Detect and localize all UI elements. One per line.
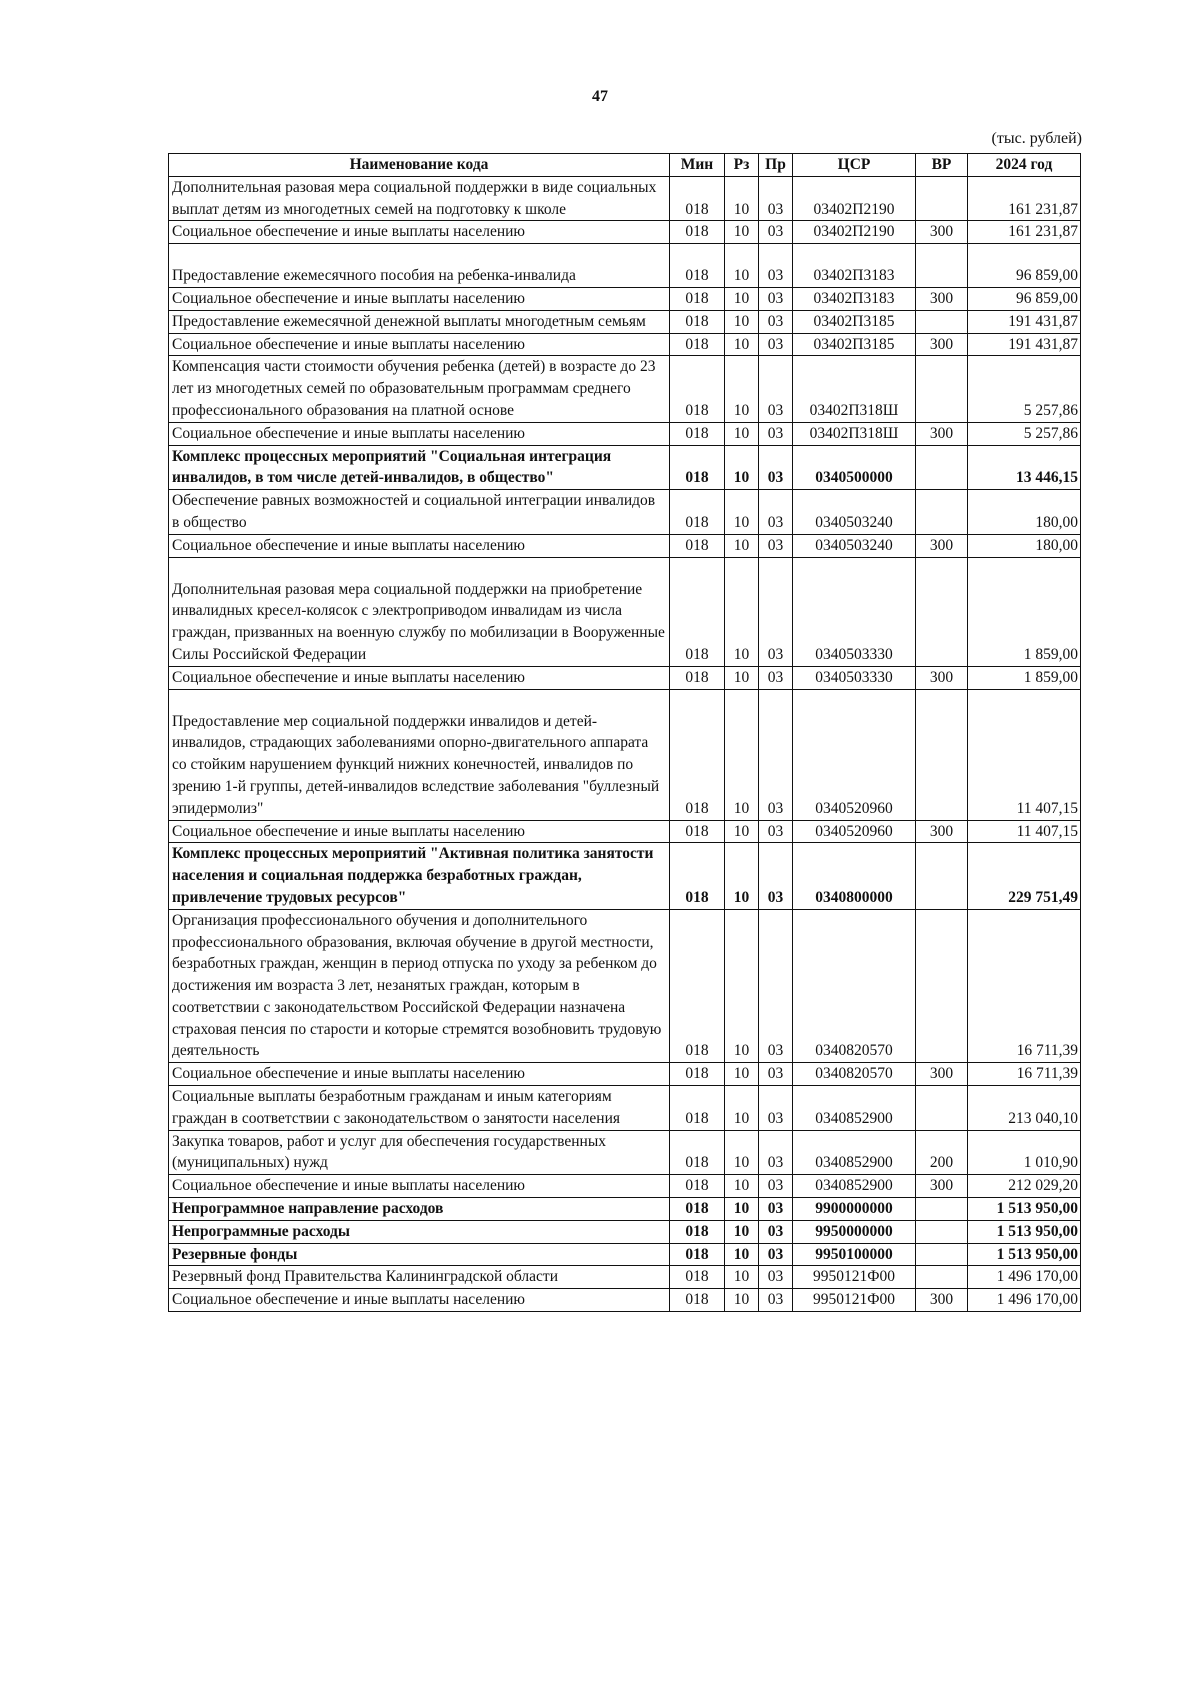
cell-csr: 03402П3183 [793,244,916,288]
table-row [169,287,1081,310]
cell-rz: 10 [725,689,759,820]
cell-pr: 03 [759,1130,793,1175]
cell-rz: 10 [725,244,759,288]
cell-min: 018 [670,1063,725,1086]
table-row [169,176,1081,221]
cell-name: Дополнительная разовая мера социальной поддержки в виде социальных выплат детям из многодетных семей на подготовку к школе [169,176,670,221]
cell-name: Социальное обеспечение и иные выплаты населению [169,422,670,445]
cell-amount: 5 257,86 [968,356,1081,422]
cell-pr: 03 [759,1086,793,1131]
cell-min: 018 [670,244,725,288]
cell-name: Социальное обеспечение и иные выплаты населению [169,1063,670,1086]
cell-min: 018 [670,534,725,557]
cell-pr: 03 [759,356,793,422]
table-row [169,356,1081,422]
cell-csr: 0340503330 [793,557,916,666]
cell-min: 018 [670,221,725,244]
cell-pr: 03 [759,422,793,445]
table-row [169,534,1081,557]
table-row [169,666,1081,689]
cell-pr: 03 [759,843,793,909]
cell-min: 018 [670,310,725,333]
cell-rz: 10 [725,445,759,490]
cell-pr: 03 [759,1198,793,1221]
cell-amount: 191 431,87 [968,333,1081,356]
cell-name: Компенсация части стоимости обучения ребенка (детей) в возрасте до 23 лет из многодетных семей по образовательным программам среднего профессионального образования на платной основе [169,356,670,422]
cell-name: Социальное обеспечение и иные выплаты населению [169,1289,670,1312]
cell-amount: 1 513 950,00 [968,1243,1081,1266]
cell-amount: 5 257,86 [968,422,1081,445]
cell-csr: 03402П2190 [793,221,916,244]
cell-csr: 0340852900 [793,1175,916,1198]
cell-name: Непрограммное направление расходов [169,1198,670,1221]
cell-vr: 300 [916,1063,968,1086]
cell-vr: 300 [916,1289,968,1312]
table-row [169,1086,1081,1131]
cell-name: Организация профессионального обучения и дополнительного профессионального образования, включая обучение в другой местности, безработных граждан, женщин в период отпуска по уходу за ребенком до достижения им возраста 3 лет, незанятых граждан, которым в соответствии с законодательством Российской Федерации назначена страховая пенсия по старости и которые стремятся возобновить трудовую деятельность [169,909,670,1063]
cell-rz: 10 [725,422,759,445]
cell-vr [916,557,968,666]
cell-pr: 03 [759,310,793,333]
cell-pr: 03 [759,1063,793,1086]
cell-min: 018 [670,1266,725,1289]
cell-vr: 300 [916,221,968,244]
table-row [169,1243,1081,1266]
cell-rz: 10 [725,1198,759,1221]
cell-rz: 10 [725,1086,759,1131]
cell-rz: 10 [725,1243,759,1266]
cell-amount: 1 513 950,00 [968,1220,1081,1243]
header-min: Мин [670,154,725,177]
table-row [169,1220,1081,1243]
cell-pr: 03 [759,820,793,843]
cell-name: Комплекс процессных мероприятий "Социальная интеграция инвалидов, в том числе детей-инвалидов, в общество" [169,445,670,490]
table-row [169,310,1081,333]
table-row [169,1289,1081,1312]
cell-min: 018 [670,557,725,666]
cell-csr: 03402П2190 [793,176,916,221]
table-row [169,1198,1081,1221]
cell-min: 018 [670,333,725,356]
cell-csr: 0340503240 [793,490,916,535]
cell-amount: 213 040,10 [968,1086,1081,1131]
header-pr: Пр [759,154,793,177]
table-header-row [169,154,1081,177]
cell-pr: 03 [759,1266,793,1289]
cell-vr [916,445,968,490]
cell-vr: 300 [916,1175,968,1198]
cell-pr: 03 [759,1243,793,1266]
table-row [169,1266,1081,1289]
cell-min: 018 [670,909,725,1063]
cell-min: 018 [670,843,725,909]
cell-min: 018 [670,422,725,445]
cell-pr: 03 [759,176,793,221]
cell-pr: 03 [759,689,793,820]
cell-csr: 9950121Ф00 [793,1266,916,1289]
cell-vr [916,176,968,221]
cell-csr: 03402П318Ш [793,356,916,422]
cell-csr: 0340852900 [793,1086,916,1131]
cell-name: Резервные фонды [169,1243,670,1266]
cell-pr: 03 [759,909,793,1063]
cell-csr: 0340503330 [793,666,916,689]
cell-rz: 10 [725,1130,759,1175]
cell-amount: 161 231,87 [968,221,1081,244]
table-row [169,445,1081,490]
cell-amount: 96 859,00 [968,287,1081,310]
cell-rz: 10 [725,356,759,422]
cell-amount: 229 751,49 [968,843,1081,909]
cell-pr: 03 [759,287,793,310]
table-row [169,689,1081,820]
header-amount: 2024 год [968,154,1081,177]
header-name: Наименование кода [169,154,670,177]
cell-amount: 1 496 170,00 [968,1266,1081,1289]
cell-vr: 300 [916,666,968,689]
cell-pr: 03 [759,1220,793,1243]
cell-rz: 10 [725,1175,759,1198]
cell-vr [916,1243,968,1266]
cell-name: Дополнительная разовая мера социальной поддержки на приобретение инвалидных кресел-колясок с электроприводом инвалидам из числа граждан, призванных на военную службу по мобилизации в Вооруженные Силы Российской Федерации [169,557,670,666]
table-row [169,221,1081,244]
table-row [169,422,1081,445]
cell-min: 018 [670,1289,725,1312]
cell-csr: 9950000000 [793,1220,916,1243]
cell-pr: 03 [759,244,793,288]
cell-amount: 180,00 [968,490,1081,535]
cell-rz: 10 [725,1266,759,1289]
table-row [169,490,1081,535]
cell-pr: 03 [759,534,793,557]
cell-name: Социальное обеспечение и иные выплаты населению [169,221,670,244]
cell-csr: 0340503240 [793,534,916,557]
table-row [169,1175,1081,1198]
cell-amount: 212 029,20 [968,1175,1081,1198]
cell-csr: 0340800000 [793,843,916,909]
cell-amount: 180,00 [968,534,1081,557]
cell-name: Закупка товаров, работ и услуг для обеспечения государственных (муниципальных) нужд [169,1130,670,1175]
cell-pr: 03 [759,1175,793,1198]
cell-amount: 1 859,00 [968,666,1081,689]
cell-rz: 10 [725,310,759,333]
cell-amount: 161 231,87 [968,176,1081,221]
cell-pr: 03 [759,490,793,535]
cell-amount: 11 407,15 [968,689,1081,820]
cell-rz: 10 [725,333,759,356]
cell-rz: 10 [725,666,759,689]
cell-amount: 1 859,00 [968,557,1081,666]
cell-rz: 10 [725,490,759,535]
cell-name: Непрограммные расходы [169,1220,670,1243]
cell-vr [916,244,968,288]
cell-rz: 10 [725,820,759,843]
cell-min: 018 [670,1243,725,1266]
cell-pr: 03 [759,221,793,244]
budget-table [168,153,1081,1312]
cell-amount: 1 496 170,00 [968,1289,1081,1312]
cell-min: 018 [670,820,725,843]
cell-csr: 0340520960 [793,820,916,843]
cell-amount: 11 407,15 [968,820,1081,843]
cell-name: Социальное обеспечение и иные выплаты населению [169,534,670,557]
cell-amount: 16 711,39 [968,909,1081,1063]
cell-min: 018 [670,689,725,820]
cell-csr: 0340852900 [793,1130,916,1175]
cell-amount: 1 513 950,00 [968,1198,1081,1221]
cell-min: 018 [670,445,725,490]
cell-csr: 03402П318Ш [793,422,916,445]
cell-amount: 16 711,39 [968,1063,1081,1086]
cell-vr: 300 [916,820,968,843]
cell-csr: 9950121Ф00 [793,1289,916,1312]
cell-name: Социальное обеспечение и иные выплаты населению [169,333,670,356]
cell-amount: 13 446,15 [968,445,1081,490]
table-row [169,557,1081,666]
cell-rz: 10 [725,557,759,666]
cell-name: Резервный фонд Правительства Калининградской области [169,1266,670,1289]
table-row [169,843,1081,909]
cell-amount: 96 859,00 [968,244,1081,288]
cell-amount: 191 431,87 [968,310,1081,333]
cell-vr: 300 [916,287,968,310]
cell-csr: 03402П3183 [793,287,916,310]
cell-name: Социальные выплаты безработным гражданам и иным категориям граждан в соответствии с законодательством о занятости населения [169,1086,670,1131]
cell-name: Социальное обеспечение и иные выплаты населению [169,820,670,843]
page-number: 47 [592,88,608,105]
cell-name: Социальное обеспечение и иные выплаты населению [169,287,670,310]
cell-vr: 300 [916,534,968,557]
cell-name: Предоставление ежемесячной денежной выплаты многодетным семьям [169,310,670,333]
cell-name: Предоставление мер социальной поддержки инвалидов и детей-инвалидов, страдающих заболеваниями опорно-двигательного аппарата со стойким нарушением функций нижних конечностей, инвалидов по зрению 1-й группы, детей-инвалидов вследствие заболевания "буллезный эпидермолиз" [169,689,670,820]
cell-rz: 10 [725,1220,759,1243]
cell-min: 018 [670,1198,725,1221]
cell-vr [916,1198,968,1221]
cell-amount: 1 010,90 [968,1130,1081,1175]
cell-pr: 03 [759,666,793,689]
cell-pr: 03 [759,445,793,490]
cell-vr [916,1220,968,1243]
cell-min: 018 [670,1130,725,1175]
cell-csr: 0340520960 [793,689,916,820]
cell-name: Предоставление ежемесячного пособия на ребенка-инвалида [169,244,670,288]
cell-rz: 10 [725,534,759,557]
cell-min: 018 [670,1220,725,1243]
cell-csr: 0340820570 [793,1063,916,1086]
cell-csr: 03402П3185 [793,333,916,356]
cell-min: 018 [670,176,725,221]
cell-min: 018 [670,666,725,689]
cell-vr: 200 [916,1130,968,1175]
cell-vr [916,1266,968,1289]
cell-vr [916,490,968,535]
cell-pr: 03 [759,557,793,666]
table-row [169,1063,1081,1086]
cell-vr [916,909,968,1063]
header-vr: ВР [916,154,968,177]
cell-min: 018 [670,287,725,310]
table-row [169,333,1081,356]
table-row [169,1130,1081,1175]
table-row [169,820,1081,843]
cell-min: 018 [670,356,725,422]
cell-csr: 9950100000 [793,1243,916,1266]
cell-vr [916,310,968,333]
cell-name: Обеспечение равных возможностей и социальной интеграции инвалидов в общество [169,490,670,535]
header-rz: Рз [725,154,759,177]
cell-rz: 10 [725,909,759,1063]
cell-vr [916,1086,968,1131]
cell-name: Социальное обеспечение и иные выплаты населению [169,666,670,689]
cell-vr: 300 [916,422,968,445]
units-label: (тыс. рублей) [991,130,1082,147]
cell-csr: 0340820570 [793,909,916,1063]
cell-name: Комплекс процессных мероприятий "Активная политика занятости населения и социальная поддержка безработных граждан, привлечение трудовых ресурсов" [169,843,670,909]
table-row [169,244,1081,288]
cell-vr [916,843,968,909]
cell-rz: 10 [725,843,759,909]
table-row [169,909,1081,1063]
cell-rz: 10 [725,287,759,310]
cell-rz: 10 [725,1063,759,1086]
cell-min: 018 [670,490,725,535]
cell-name: Социальное обеспечение и иные выплаты населению [169,1175,670,1198]
cell-rz: 10 [725,176,759,221]
cell-min: 018 [670,1175,725,1198]
cell-rz: 10 [725,1289,759,1312]
header-csr: ЦСР [793,154,916,177]
cell-csr: 0340500000 [793,445,916,490]
cell-vr: 300 [916,333,968,356]
cell-rz: 10 [725,221,759,244]
cell-vr [916,356,968,422]
cell-pr: 03 [759,1289,793,1312]
cell-vr [916,689,968,820]
cell-csr: 9900000000 [793,1198,916,1221]
cell-pr: 03 [759,333,793,356]
cell-min: 018 [670,1086,725,1131]
cell-csr: 03402П3185 [793,310,916,333]
